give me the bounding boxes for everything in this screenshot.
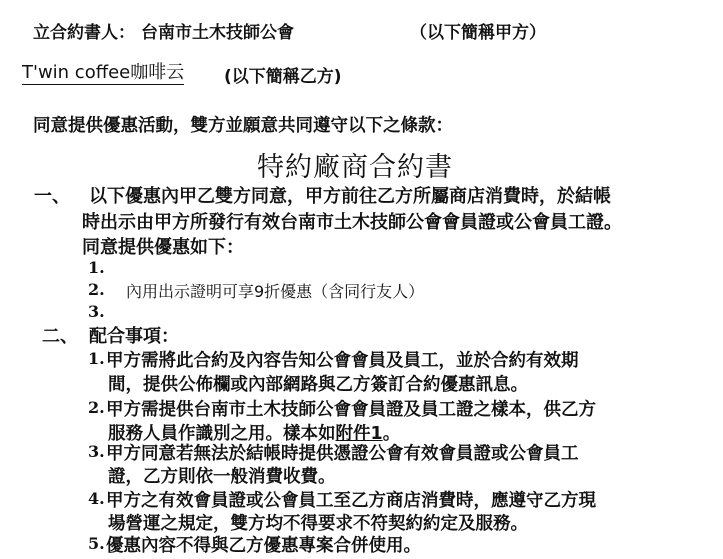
offer-number-3: 3. bbox=[88, 302, 105, 321]
attachment-1-link: 附件1 bbox=[335, 424, 383, 444]
party-b-alias: (以下簡稱乙方) bbox=[224, 67, 342, 87]
item-3-line-1: 甲方同意若無法於結帳時提供憑證公會有效會員證或公會員工 bbox=[106, 444, 579, 464]
offer-number-2: 2. bbox=[88, 280, 105, 299]
section2-marker: 二、 bbox=[42, 326, 78, 347]
item-number-3: 3. bbox=[88, 442, 105, 461]
party-b-name bbox=[22, 58, 184, 84]
section1-marker: 一、 bbox=[34, 186, 70, 207]
item-2-line-2-tail: 。 bbox=[382, 424, 401, 444]
section1-line-2: 時出示由甲方所發行有效台南市土木技師公會會員證或公會員工證。 bbox=[82, 212, 622, 233]
item-number-4: 4. bbox=[88, 489, 105, 508]
item-3-line-2: 證，乙方則依一般消費收費。 bbox=[108, 467, 336, 487]
item-number-2: 2. bbox=[88, 398, 105, 417]
document-title: 特約廠商合約書 bbox=[257, 152, 453, 183]
item-2-line-2-text: 服務人員作識別之用。樣本如 bbox=[108, 424, 336, 444]
item-2-line-1: 甲方需提供台南市土木技師公會會員證及員工證之樣本，供乙方 bbox=[106, 400, 596, 420]
section1-line-1: 以下優惠內甲乙雙方同意，甲方前往乙方所屬商店消費時，於結帳 bbox=[89, 186, 611, 207]
item-4-line-1: 甲方之有效會員證或公會員工至乙方商店消費時，應遵守乙方現 bbox=[106, 491, 596, 511]
agreement-line: 同意提供優惠活動，雙方並願意共同遵守以下之條款： bbox=[33, 116, 453, 136]
item-number-5: 5. bbox=[88, 534, 105, 553]
item-1-line-1: 甲方需將此合約及內容告知公會會員及員工，並於合約有效期 bbox=[106, 351, 579, 371]
party-a-label: 立合約書人： bbox=[33, 23, 135, 43]
party-a-alias: （以下簡稱甲方） bbox=[410, 23, 546, 43]
party-b-name-text: T'win coffee咖啡云 bbox=[22, 62, 185, 83]
item-1-line-2: 間，提供公佈欄或內部網路與乙方簽訂合約優惠訊息。 bbox=[108, 375, 528, 395]
section1-line-3: 同意提供優惠如下： bbox=[82, 237, 244, 258]
section2-heading: 配合事項： bbox=[89, 326, 179, 347]
item-5-line-1: 優惠內容不得與乙方優惠專案合併使用。 bbox=[106, 536, 421, 556]
offer-text-2: 內用出示證明可享9折優惠（含同行友人） bbox=[126, 282, 425, 301]
party-a-name: 台南市土木技師公會 bbox=[141, 23, 294, 43]
offer-number-1: 1. bbox=[88, 258, 105, 277]
item-4-line-2: 場營運之規定，雙方均不得要求不符契約約定及服務。 bbox=[108, 514, 528, 534]
item-number-1: 1. bbox=[88, 349, 105, 368]
